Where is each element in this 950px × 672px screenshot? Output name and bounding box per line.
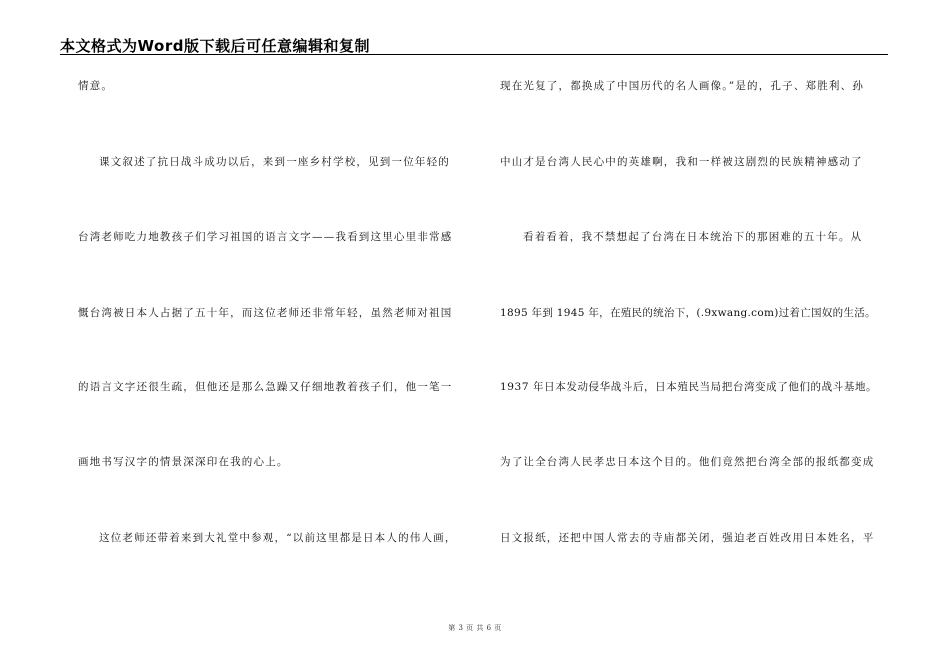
- text-line: 中山才是台湾人民心中的英雄啊，我和一样被这剧烈的民族精神感动了: [500, 156, 863, 168]
- text-line: 1937 年日本发动侵华战斗后，日本殖民当局把台湾变成了他们的战斗基地。: [500, 381, 878, 393]
- text-line: 慨台湾被日本人占据了五十年，而这位老师还非常年轻，虽然老师对祖国: [78, 307, 453, 319]
- text-line: 这位老师还带着来到大礼堂中参观，“以前这里都是日本人的伟人画，: [99, 532, 457, 544]
- text-line: 台湾老师吃力地教孩子们学习祖国的语言文字——我看到这里心里非常感: [78, 231, 453, 243]
- text-line: 课文叙述了抗日战斗成功以后，来到一座乡村学校，见到一位年轻的: [99, 156, 450, 168]
- text-line: 看着看着，我不禁想起了台湾在日本统治下的那困难的五十年。从: [523, 231, 863, 243]
- text-line: 现在光复了，都换成了中国历代的名人画像。”是的，孔子、郑胜利、孙: [500, 80, 865, 92]
- text-line: 日文报纸，还把中国人常去的寺庙都关闭，强迫老百姓改用日本姓名，平: [500, 532, 875, 544]
- page-number-footer: 第 3 页 共 6 页: [448, 624, 502, 632]
- text-line: 画地书写汉字的情景深深印在我的心上。: [78, 456, 289, 468]
- text-line: 为了让全台湾人民孝忠日本这个目的。他们竟然把台湾全部的报纸都变成: [500, 456, 875, 468]
- text-line: 情意。: [78, 80, 114, 92]
- header-divider: [60, 54, 888, 55]
- text-line: 1895 年到 1945 年，在殖民的统治下，(.9xwang.com)过着亡国奴的生活。: [500, 307, 876, 319]
- page-header-title: 本文格式为Word版下载后可任意编辑和复制: [60, 37, 370, 55]
- text-line: 的语言文字还很生疏，但他还是那么急躁又仔细地教着孩子们，他一笔一: [78, 381, 453, 393]
